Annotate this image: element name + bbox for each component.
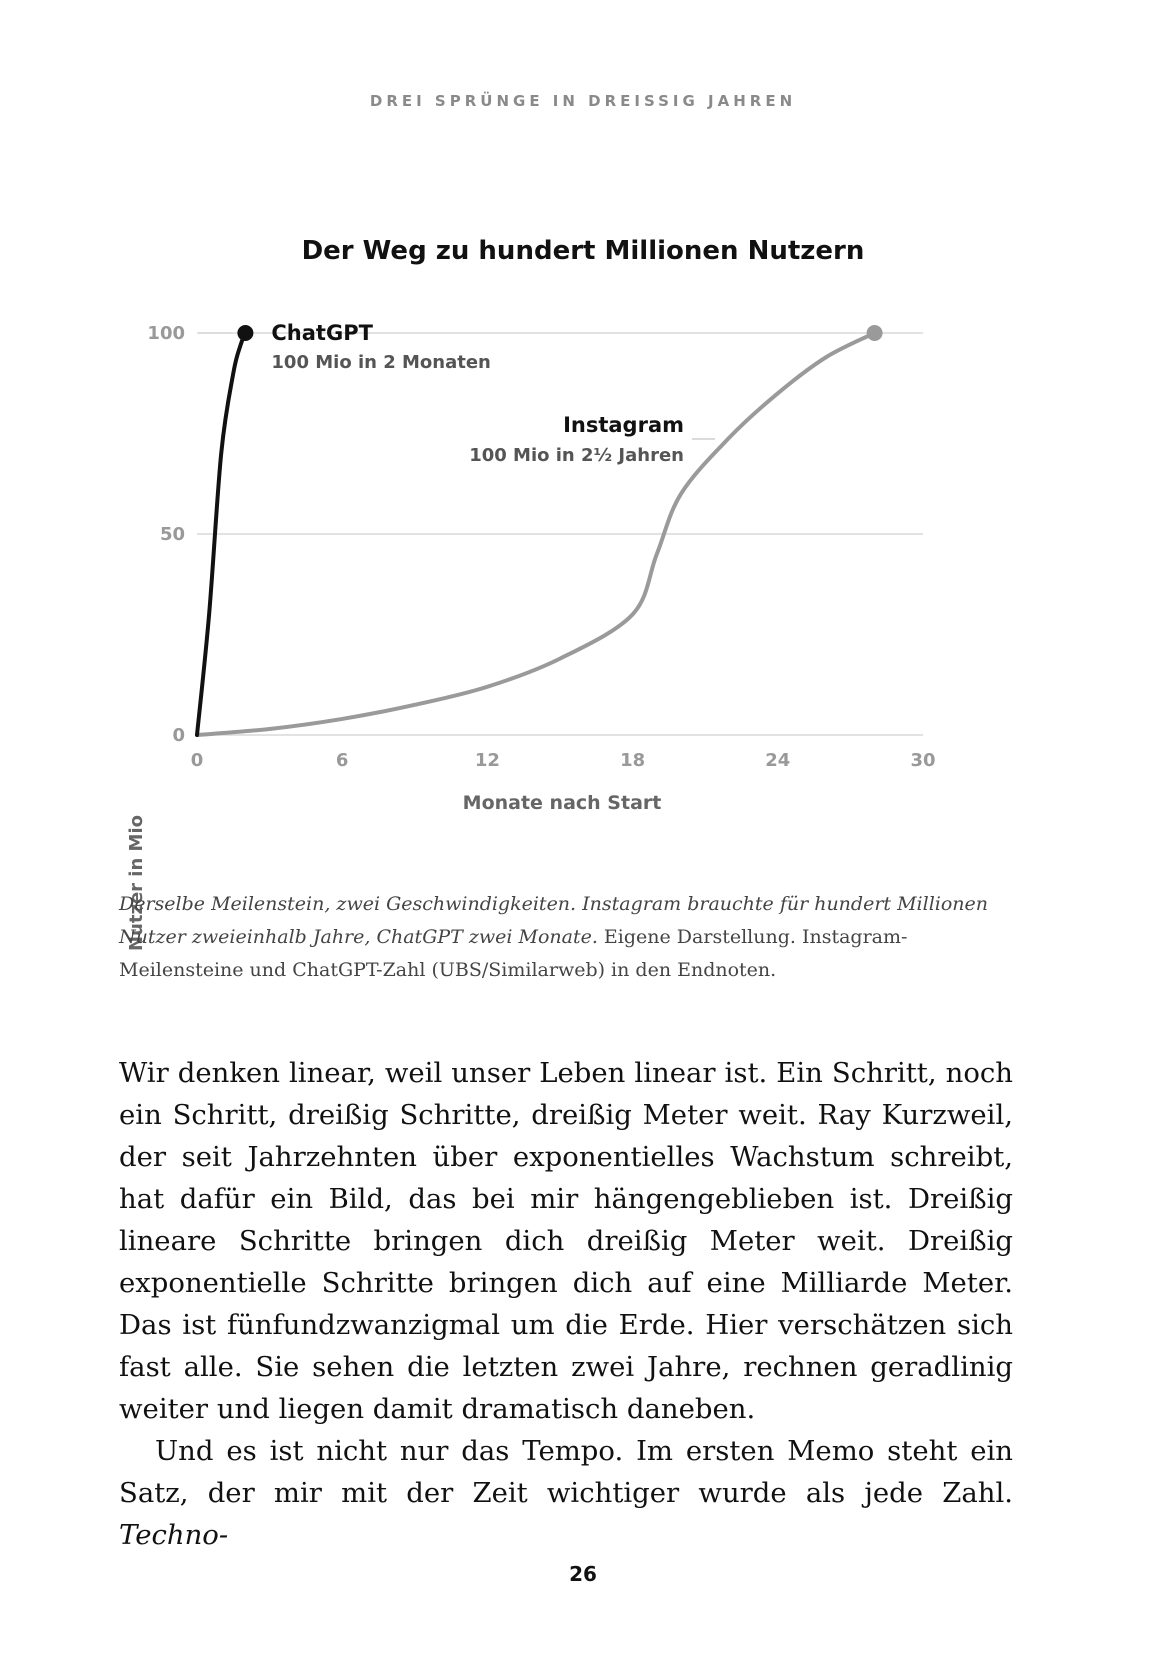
series-label-instagram: Instagram <box>563 413 684 437</box>
caption-italic: Derselbe Meilenstein, zwei Geschwindigkeiten. Instagram brauchte für hundert Millionen Nutzer zweieinhalb Jahre, ChatGPT zwei Monate. <box>119 893 988 948</box>
y-tick-label: 50 <box>159 524 185 545</box>
y-axis-label: Nutzer in Mio <box>126 814 147 952</box>
x-axis-label: Monate nach Start <box>462 792 662 814</box>
x-tick-label: 18 <box>620 750 646 771</box>
body-text <box>119 1052 1013 1556</box>
x-tick-label: 30 <box>910 750 936 771</box>
y-tick-label: 0 <box>172 725 185 746</box>
series-label-chatgpt: ChatGPT <box>271 321 373 345</box>
x-axis-ticks <box>191 750 936 771</box>
series-layer <box>197 325 883 735</box>
annotation-layer <box>199 321 715 466</box>
x-tick-label: 6 <box>335 750 349 771</box>
x-tick-label: 24 <box>765 750 791 771</box>
paragraph-2 <box>119 1430 1013 1556</box>
caption-regular: Eigene Darstellung. Instagram-Meilensteine und ChatGPT-Zahl (UBS/Similarweb) in den Endnoten. <box>119 926 908 981</box>
y-tick-label: 100 <box>147 323 185 344</box>
series-annotation-instagram: 100 Mio in 2½ Jahren <box>469 445 684 466</box>
x-tick-label: 12 <box>474 750 500 771</box>
series-endpoint-chatgpt <box>237 325 253 341</box>
gridlines <box>197 333 923 735</box>
x-tick-label: 0 <box>190 750 204 771</box>
series-annotation-chatgpt: 100 Mio in 2 Monaten <box>271 352 491 373</box>
running-head: DREI SPRÜNGE IN DREISSIG JAHREN <box>369 92 797 110</box>
series-endpoint-instagram <box>867 325 883 341</box>
chart-title: Der Weg zu hundert Millionen Nutzern <box>301 236 865 266</box>
page-number: 26 <box>569 1562 597 1586</box>
paragraph-2-regular: Und es ist nicht nur das Tempo. Im ersten Memo steht ein Satz, der mir mit der Zeit wichtiger wurde als jede Zahl. <box>119 1435 1013 1509</box>
y-axis-ticks <box>147 323 185 746</box>
paragraph-2-italic: Techno- <box>119 1519 229 1551</box>
figure-caption <box>119 888 1019 987</box>
paragraph-1: Wir denken linear, weil unser Leben linear ist. Ein Schritt, noch ein Schritt, dreißig Schritte, dreißig Meter weit. Ray Kurzweil, der seit Jahrzehnten über exponentielles Wachstum schreibt, hat dafür ein Bild, das bei mir hängengeblieben ist. Dreißig lineare Schritte bringen dich dreißig Meter weit. Dreißig exponentielle Schritte bringen dich auf eine Milliarde Meter. Das ist fünfundzwanzigmal um die Erde. Hier verschätzen sich fast alle. Sie sehen die letzten zwei Jahre, rechnen geradlinig weiter und liegen damit dramatisch daneben. <box>119 1057 1013 1425</box>
